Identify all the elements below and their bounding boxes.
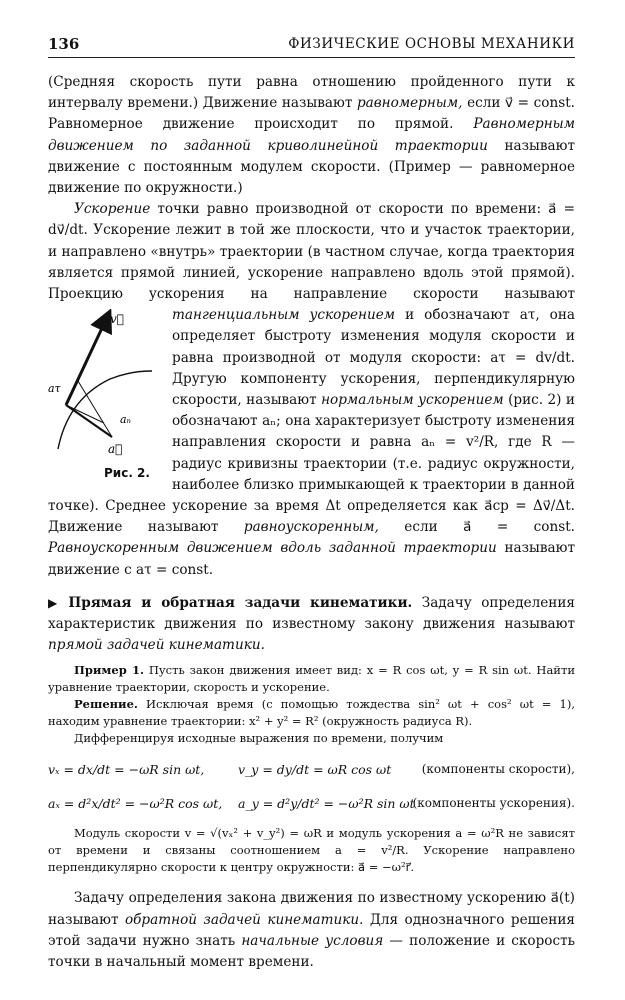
label-velocity: v⃗ (110, 312, 124, 327)
acceleration-arrow (66, 405, 112, 437)
term-uniformly-accelerated: равноускоренным, (243, 519, 379, 536)
text-run: Для однозначного решения этой задачи нужно знать (48, 911, 575, 949)
text-run: и обозначают aτ, она определяет быстроту изменения модуля скорости и равна производной от модуля скорости: aτ = dv/dt. Другую компоненту ускорения, перпендикулярную скорости, называют (172, 307, 575, 409)
term-uniform: равномерным, (356, 95, 463, 112)
label-an: aₙ (120, 413, 132, 427)
solution-label: Решение. (74, 697, 138, 712)
paragraph-uniform-motion (48, 72, 575, 199)
text-run: точки равно производной от скорости по времени: a⃗ = dv⃗/dt. Ускорение лежит в той же плоскости, что и участок траектории, и направлено «внутрь» траектории (в частном случае, когда траектория является прямой линией, ускорение направлено вдоль этой прямой). Проекцию ускорения на направление скорости называют (48, 201, 575, 303)
eq-acceleration-note: (компоненты ускорения). (412, 796, 575, 811)
differentiation-note: Дифференцируя исходные выражения по времени, получим (74, 731, 444, 746)
running-title: ФИЗИЧЕСКИЕ ОСНОВЫ МЕХАНИКИ (288, 36, 575, 52)
section-marker-icon: ▶ (48, 595, 63, 610)
eq-vx: vₓ = dx/dt = −ωR sin ωt, (48, 762, 205, 778)
text-run: называют движение с aτ = const. (48, 540, 575, 578)
term-normal: нормальным ускорением (321, 392, 504, 409)
term-direct-problem: прямой задачей кинематики. (48, 637, 265, 654)
text-run: (рис. 2) и обозначают aₙ; она характеризует быстроту изменения направления скорости и равна aₙ = v²/R, где R — радиус кривизны траектории (т.е. радиус окружности, наиболее близко примыкающей к траектории в данной точке). Среднее ускорение за время Δt определяется как a⃗ср = Δv⃗/Δt. Движение называют (48, 392, 575, 536)
acceleration-diagram (48, 309, 160, 479)
tangential-component (66, 381, 78, 405)
label-a: a⃗ (108, 442, 123, 457)
eq-ax: aₓ = d²x/dt² = −ω²R cos ωt, (48, 796, 223, 812)
term-uniform-acc-trajectory: Равноускоренным движением вдоль заданной траектории (48, 540, 497, 557)
text-run: если v⃗ = const. Равномерное движение происходит по прямой. (48, 95, 575, 133)
figure-2 (48, 309, 160, 479)
eq-ay: a_y = d²y/dt² = −ω²R sin ωt (238, 796, 415, 812)
velocity-equations (48, 751, 575, 785)
acceleration-equations (48, 785, 575, 819)
term-acceleration: Ускорение (74, 201, 151, 218)
paragraph-inverse-problem (48, 888, 575, 973)
modulus-text: Модуль скорости v = √(vₓ² + v_y²) = ωR и модуль ускорения a = ω²R не зависят от времени и связаны соотношением a = v²/R. Ускорение направлено перпендикулярно скорости к центру окружности: a⃗ = −ω²r⃗. (48, 826, 575, 875)
solution-text: Исключая время (с помощью тождества sin² ωt + cos² ωt = 1), находим уравнение траектории: x² + y² = R² (окружность радиуса R). (48, 697, 575, 729)
text-run: Задачу определения характеристик движения по известному закону движения называют (48, 594, 575, 633)
term-uniform-curvilinear: Равномерным движением по заданной криволинейной траектории (48, 116, 575, 154)
figure-caption: Рис. 2. (104, 466, 150, 481)
modulus-block (48, 825, 575, 876)
term-initial-conditions: начальные условия (241, 932, 384, 949)
section-kinematics-problems (48, 593, 575, 657)
page-header (48, 33, 575, 58)
label-atau: aτ (48, 382, 61, 396)
page-body (48, 72, 575, 973)
paragraph-acceleration (48, 199, 575, 581)
term-tangential: тангенциальным ускорением (172, 307, 396, 324)
example-solution (48, 696, 575, 730)
text-run: называют движение с постоянным модулем скорости. (Пример — равномерное движение по окружности.) (48, 137, 575, 197)
page-number: 136 (48, 35, 80, 53)
eq-velocity-note: (компоненты скорости), (421, 762, 575, 777)
example-statement (48, 662, 575, 696)
projection-line (78, 381, 112, 437)
example-text: Пусть закон движения имеет вид: x = R cos ωt, y = R sin ωt. Найти уравнение траектории, скорость и ускорение. (48, 663, 576, 695)
text-run: если a⃗ = const. (378, 519, 575, 536)
text-run: Задачу определения закона движения по известному ускорению a⃗(t) называют (48, 890, 575, 928)
eq-vy: v_y = dy/dt = ωR cos ωt (238, 762, 392, 778)
text-run: — положение и скорость точки в начальный момент времени. (48, 932, 576, 971)
section-title: Прямая и обратная задачи кинематики. (68, 594, 413, 611)
example-block (48, 662, 575, 747)
example-label: Пример 1. (74, 663, 144, 678)
term-inverse-problem: обратной задачей кинематики. (124, 911, 364, 928)
text-run: (Средняя скорость пути равна отношению пройденного пути к интервалу времени.) Движение называют (48, 74, 575, 112)
